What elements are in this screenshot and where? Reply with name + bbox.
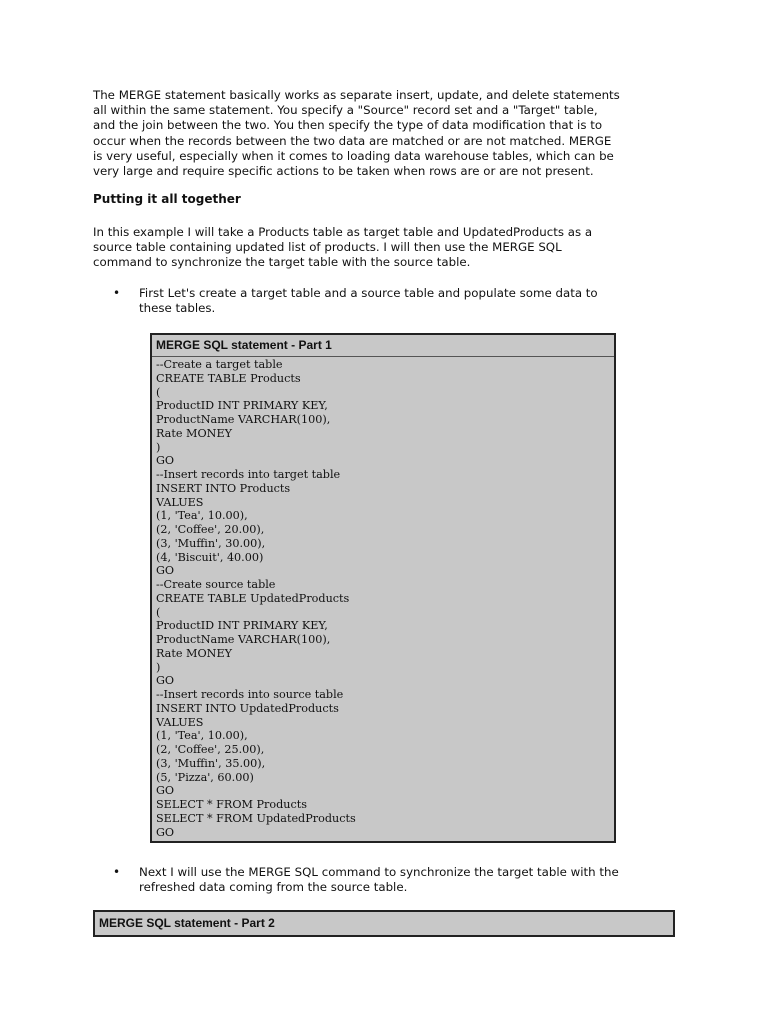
code-line: (1, 'Tea', 10.00),: [156, 729, 248, 743]
code-line: (2, 'Coffee', 25.00),: [156, 743, 265, 756]
code-box-part-2: [93, 910, 675, 937]
code-line: ): [156, 660, 161, 674]
bullet-line: First Let's create a target table and a source table and populate some data to: [139, 286, 598, 300]
section-heading: Putting it all together: [93, 192, 241, 206]
example-line: command to synchronize the target table with the source table.: [93, 255, 471, 270]
code-line: GO: [156, 454, 175, 468]
example-line: In this example I will take a Products table as target table and UpdatedProducts as a: [93, 225, 593, 239]
code-block: [152, 357, 614, 841]
code-line: SELECT * FROM UpdatedProducts: [156, 811, 356, 825]
code-line: GO: [156, 674, 175, 688]
bullet-line: these tables.: [139, 301, 216, 315]
code-line: CREATE TABLE Products: [156, 371, 301, 385]
code-line: ): [156, 440, 161, 454]
code-line: --Create source table: [156, 578, 276, 591]
code-line: SELECT * FROM Products: [156, 798, 308, 811]
code-line: Rate MONEY: [156, 646, 232, 660]
intro-line: very large and require specific actions to be taken when rows are or are not present.: [93, 164, 594, 179]
bullet-line: refreshed data coming from the source table.: [139, 880, 408, 894]
code-line: --Insert records into target table: [156, 468, 341, 481]
example-paragraph: [93, 225, 693, 271]
bullet-icon: •: [113, 286, 121, 300]
code-line: (3, 'Muffin', 35.00),: [156, 756, 266, 770]
code-box-part-1: [150, 333, 616, 843]
code-line: VALUES: [156, 715, 204, 729]
bullet-line: Next I will use the MERGE SQL command to synchronize the target table with the: [139, 865, 619, 879]
code-line: (: [156, 385, 161, 399]
code-line: (4, 'Biscuit', 40.00): [156, 550, 264, 564]
code-line: (5, 'Pizza', 60.00): [156, 770, 254, 784]
code-line: Rate MONEY: [156, 426, 232, 440]
code-line: ProductID INT PRIMARY KEY,: [156, 619, 328, 633]
intro-line: The MERGE statement basically works as separate insert, update, and delete statements: [93, 88, 620, 102]
example-line: source table containing updated list of products. I will then use the MERGE SQL: [93, 240, 562, 255]
code-line: INSERT INTO UpdatedProducts: [156, 701, 339, 715]
code-line: INSERT INTO Products: [156, 481, 291, 495]
code-line: GO: [156, 564, 175, 578]
code-line: GO: [156, 825, 175, 839]
intro-line: is very useful, especially when it comes to loading data warehouse tables, which can be: [93, 148, 614, 163]
code-line: GO: [156, 784, 175, 798]
code-line: VALUES: [156, 495, 204, 509]
code-box-title: MERGE SQL statement - Part 2: [99, 916, 275, 930]
intro-line: and the join between the two. You then specify the type of data modification that is to: [93, 118, 603, 133]
code-line: --Insert records into source table: [156, 688, 344, 701]
code-line: (1, 'Tea', 10.00),: [156, 509, 248, 523]
code-line: (2, 'Coffee', 20.00),: [156, 523, 265, 536]
intro-line: all within the same statement. You specify a "Source" record set and a "Target" table,: [93, 103, 598, 118]
code-line: ProductName VARCHAR(100),: [156, 413, 331, 426]
intro-line: occur when the records between the two data are matched or are not matched. MERGE: [93, 133, 612, 148]
code-line: CREATE TABLE UpdatedProducts: [156, 591, 350, 605]
code-line: --Create a target table: [156, 358, 283, 371]
code-line: (: [156, 605, 161, 619]
code-line: (3, 'Muffin', 30.00),: [156, 536, 266, 550]
bullet-icon: •: [113, 865, 121, 879]
code-box-title: MERGE SQL statement - Part 1: [152, 335, 614, 357]
code-line: ProductName VARCHAR(100),: [156, 633, 331, 646]
code-line: ProductID INT PRIMARY KEY,: [156, 399, 328, 413]
intro-paragraph: [93, 88, 693, 179]
